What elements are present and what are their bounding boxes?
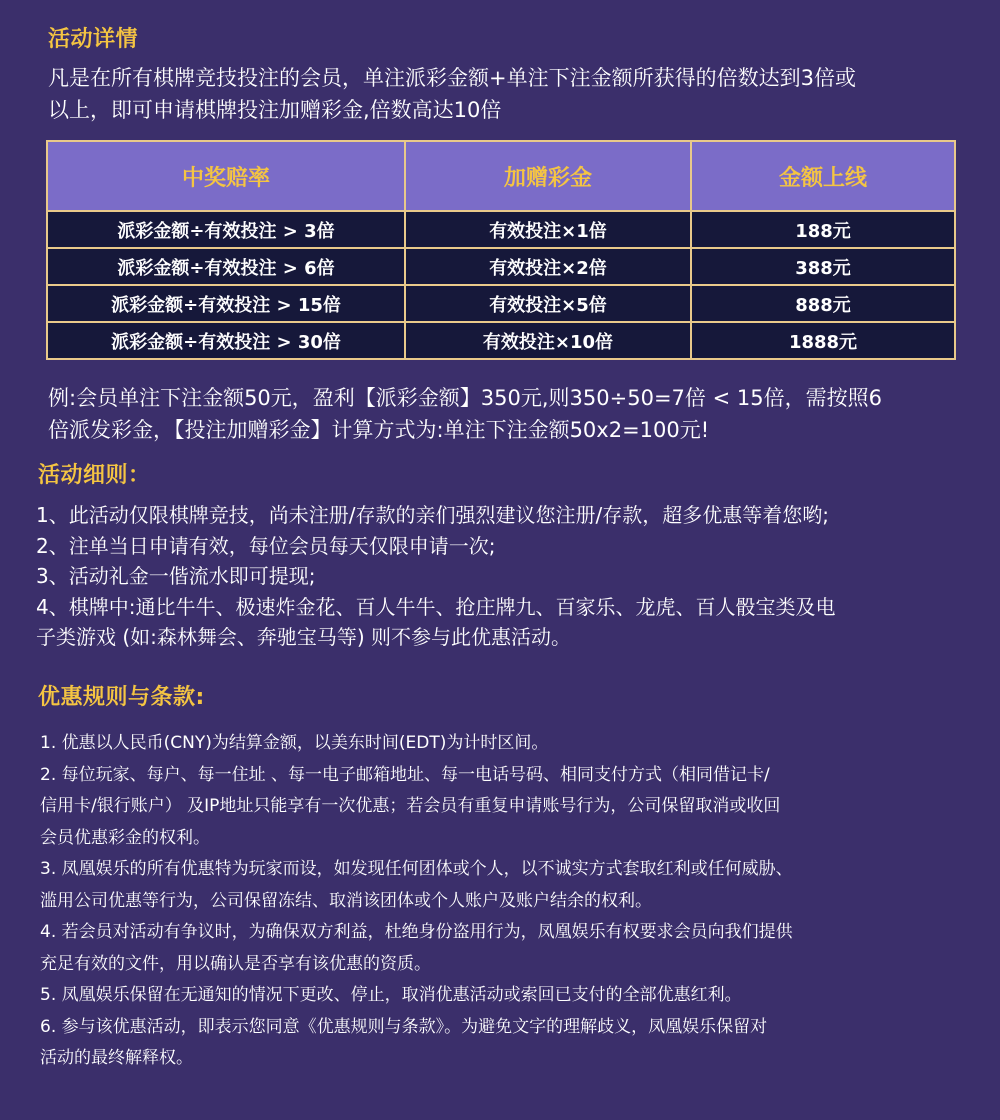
cell-cap: 388元 (691, 248, 955, 285)
header-bonus: 加赠彩金 (405, 141, 691, 211)
term-line: 6. 参与该优惠活动，即表示您同意《优惠规则与条款》。为避免文字的理解歧义，凤凰娱乐保留对 (40, 1016, 768, 1037)
rules-title: 活动细则： (38, 463, 151, 488)
rule-item: 2、注单当日申请有效，每位会员每天仅限申请一次; (36, 533, 496, 558)
cell-cap: 188元 (691, 211, 955, 248)
rule-item: 4、棋牌中:通比牛牛、极速炸金花、百人牛牛、抢庄牌九、百家乐、龙虎、百人骰宝类及电 (36, 594, 836, 619)
terms-title: 优惠规则与条款: (38, 685, 205, 710)
table-row (47, 322, 955, 359)
cell-bonus: 有效投注×10倍 (405, 322, 691, 359)
term-line: 活动的最终解释权。 (40, 1048, 193, 1068)
terms-list (40, 728, 960, 1075)
term-line: 3. 凤凰娱乐的所有优惠特为玩家而设，如发现任何团体或个人，以不诚实方式套取红利或任何威胁、 (40, 859, 793, 879)
header-odds: 中奖赔率 (47, 141, 405, 211)
cell-odds: 派彩金额÷有效投注 > 30倍 (47, 322, 405, 359)
example-text: 例:会员单注下注金额50元，盈利【派彩金额】350元,则350÷50=7倍 < 15倍，需按照6 倍派发彩金，【投注加赠彩金】计算方式为:单注下注金额50x2=100元! (48, 386, 882, 442)
table-row (47, 285, 955, 322)
term-line: 4. 若会员对活动有争议时，为确保双方利益，杜绝身份盗用行为，凤凰娱乐有权要求会员向我们提供 (40, 922, 793, 942)
table-header-row (47, 141, 955, 211)
table-row (47, 211, 955, 248)
cell-odds: 派彩金额÷有效投注 > 6倍 (47, 248, 405, 285)
table-row (47, 248, 955, 285)
details-title: 活动详情 (48, 27, 139, 52)
cell-bonus: 有效投注×5倍 (405, 285, 691, 322)
rule-item: 1、此活动仅限棋牌竞技，尚未注册/存款的亲们强烈建议您注册/存款，超多优惠等着您哟; (36, 503, 829, 527)
header-cap: 金额上线 (691, 141, 955, 211)
term-line: 滥用公司优惠等行为，公司保留冻结、取消该团体或个人账户及账户结余的权利。 (40, 890, 652, 911)
rules-list (36, 500, 976, 653)
term-line: 2. 每位玩家、每户、每一住址 、每一电子邮箱地址、每一电话号码、相同支付方式（相同借记卡/ (40, 764, 770, 785)
details-text: 凡是在所有棋牌竞技投注的会员，单注派彩金额+单注下注金额所获得的倍数达到3倍或 以上，即可申请棋牌投注加赠彩金,倍数高达10倍 (48, 66, 856, 122)
cell-odds: 派彩金额÷有效投注 > 3倍 (47, 211, 405, 248)
term-line: 会员优惠彩金的权利。 (40, 827, 210, 848)
term-line: 5. 凤凰娱乐保留在无通知的情况下更改、停止，取消优惠活动或索回已支付的全部优惠红利。 (40, 985, 742, 1005)
cell-cap: 888元 (691, 285, 955, 322)
cell-bonus: 有效投注×2倍 (405, 248, 691, 285)
rule-item: 子类游戏 (如:森林舞会、奔驰宝马等) 则不参与此优惠活动。 (36, 625, 572, 649)
bonus-table (46, 140, 956, 360)
rule-item: 3、活动礼金一偕流水即可提现; (36, 564, 316, 588)
term-line: 充足有效的文件，用以确认是否享有该优惠的资质。 (40, 953, 431, 974)
cell-cap: 1888元 (691, 322, 955, 359)
cell-odds: 派彩金额÷有效投注 > 15倍 (47, 285, 405, 322)
cell-bonus: 有效投注×1倍 (405, 211, 691, 248)
term-line: 1. 优惠以人民币(CNY)为结算金额，以美东时间(EDT)为计时区间。 (40, 733, 549, 753)
term-line: 信用卡/银行账户） 及IP地址只能享有一次优惠；若会员有重复申请账号行为，公司保留取消或收回 (40, 796, 781, 816)
